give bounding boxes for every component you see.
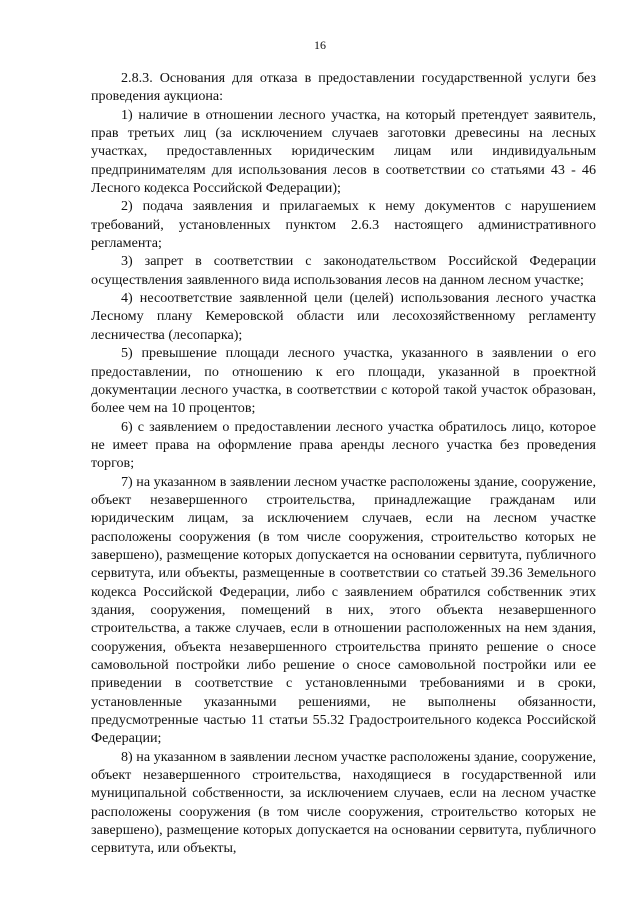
paragraph-item-2: 2) подача заявления и прилагаемых к нему документов с нарушением требований, установленных пунктом 2.6.3 настоящего административного регламента; — [91, 198, 596, 252]
body-text — [91, 69, 596, 858]
paragraph-item-4: 4) несоответствие заявленной цели (целей) использования лесного участка Лесному плану Кемеровской области или лесохозяйственному регламенту лесничества (лесопарка); — [91, 290, 596, 343]
page-number: 16 — [314, 38, 326, 52]
paragraph-item-5: 5) превышение площади лесного участка, указанного в заявлении о его предоставлении, по отношению к его площади, указанной в проектной документации лесного участка, в соответствии с которой такой участок образован, более чем на 10 процентов; — [91, 345, 596, 417]
paragraph-item-8: 8) на указанном в заявлении лесном участке расположены здание, сооружение, объект незавершенного строительства, находящиеся в государственной или муниципальной собственности, за исключением случаев, если на лесном участке расположены сооружения (в том числе сооружения, строительство которых не завершено), размещение которых допускается на основании сервитута, публичного сервитута, или объекты, — [91, 748, 596, 857]
paragraph-item-7: 7) на указанном в заявлении лесном участке расположены здание, сооружение, объект незавершенного строительства, принадлежащие гражданам или юридическим лицам, за исключением случаев, если на лесном участке расположены сооружения (в том числе сооружения, строительство которых не завершено), размещение которых допускается на основании сервитута, публичного сервитута, или объекты, размещенные в соответствии со статьей 39.36 Земельного кодекса Российской Федерации, либо с заявлением обратился собственник этих здания, сооружения, помещений в них, этого объекта незавершенного строительства, а также случаев, если в отношении расположенных на нем здания, сооружения, объекта незавершенного строительства принято решение о сносе самовольной постройки либо решение о сносе самовольной постройки или ее приведении в соответствие с установленными требованиями и в сроки, установленные указанными решениями, не выполнены обязанности, предусмотренные частью 11 статьи 55.32 Градостроительного кодекса Российской Федерации; — [91, 473, 596, 747]
paragraph-item-1: 1) наличие в отношении лесного участка, на который претендует заявитель, прав третьих лиц (за исключением случаев заготовки древесины на лесных участках, предоставленных юридическим лицам или индивидуальным предпринимателям для использования лесов в соответствии со статьями 43 - 46 Лесного кодекса Российской Федерации); — [91, 106, 596, 197]
paragraph-item-3: 3) запрет в соответствии с законодательством Российской Федерации осуществления заявленного вида использования лесов на данном лесном участке; — [91, 253, 596, 288]
paragraph-2-8-3-heading: 2.8.3. Основания для отказа в предоставлении государственной услуги без проведения аукциона: — [91, 70, 596, 105]
paragraph-item-6: 6) с заявлением о предоставлении лесного участка обратилось лицо, которое не имеет права на оформление права аренды лесного участка без проведения торгов; — [91, 418, 596, 472]
